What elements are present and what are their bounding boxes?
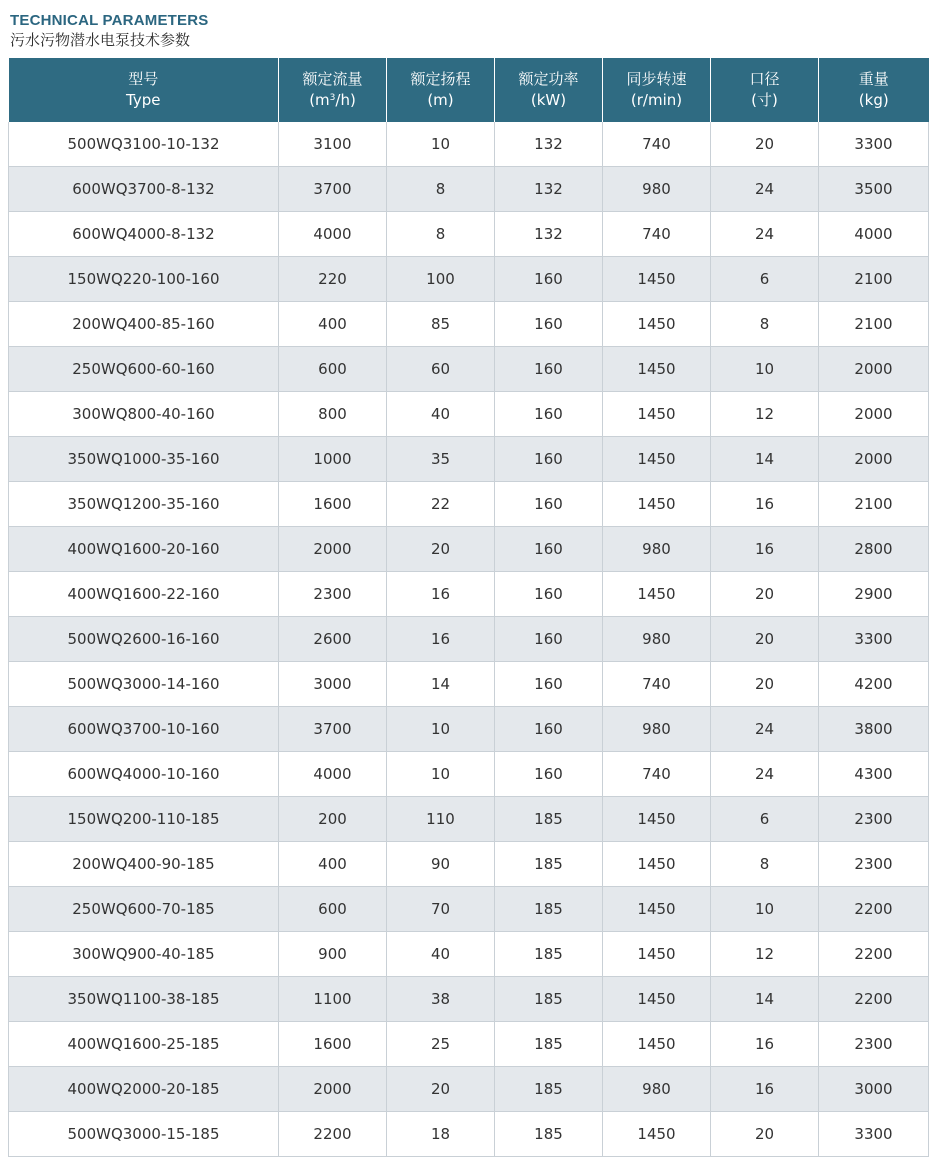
table-row	[9, 887, 929, 932]
table-row	[9, 572, 929, 617]
cell-caliber: 24	[711, 212, 819, 257]
cell-power: 160	[495, 482, 603, 527]
table-row	[9, 527, 929, 572]
header-flow-unit-post: /h)	[335, 91, 356, 109]
cell-head: 90	[387, 842, 495, 887]
cell-speed: 1450	[603, 1022, 711, 1067]
cell-power: 185	[495, 842, 603, 887]
table-row	[9, 347, 929, 392]
cell-head: 40	[387, 392, 495, 437]
cell-weight: 2800	[819, 527, 929, 572]
cell-power: 160	[495, 617, 603, 662]
cell-caliber: 10	[711, 347, 819, 392]
cell-weight: 2100	[819, 302, 929, 347]
cell-weight: 3300	[819, 1112, 929, 1157]
table-row	[9, 302, 929, 347]
cell-speed: 1450	[603, 482, 711, 527]
header-flow-unit-pre: (m	[309, 91, 330, 109]
header-head	[387, 58, 495, 122]
cell-weight: 3500	[819, 167, 929, 212]
table-body	[9, 122, 929, 1157]
cell-flow: 220	[279, 257, 387, 302]
cell-head: 14	[387, 662, 495, 707]
table-row	[9, 392, 929, 437]
cell-speed: 980	[603, 167, 711, 212]
cell-weight: 2900	[819, 572, 929, 617]
cell-model: 300WQ800-40-160	[9, 392, 279, 437]
cell-model: 500WQ3100-10-132	[9, 122, 279, 167]
table-row	[9, 1112, 929, 1157]
cell-model: 600WQ4000-10-160	[9, 752, 279, 797]
cell-model: 200WQ400-90-185	[9, 842, 279, 887]
cell-power: 160	[495, 257, 603, 302]
cell-weight: 2000	[819, 347, 929, 392]
table-row	[9, 617, 929, 662]
cell-model: 400WQ1600-20-160	[9, 527, 279, 572]
cell-model: 400WQ2000-20-185	[9, 1067, 279, 1112]
cell-caliber: 20	[711, 1112, 819, 1157]
cell-weight: 3300	[819, 617, 929, 662]
cell-flow: 400	[279, 302, 387, 347]
cell-speed: 740	[603, 752, 711, 797]
cell-model: 350WQ1200-35-160	[9, 482, 279, 527]
cell-model: 600WQ4000-8-132	[9, 212, 279, 257]
cell-flow: 1600	[279, 1022, 387, 1067]
cell-model: 250WQ600-70-185	[9, 887, 279, 932]
cell-flow: 2000	[279, 527, 387, 572]
cell-speed: 1450	[603, 977, 711, 1022]
header-flow	[279, 58, 387, 122]
page-heading	[10, 12, 208, 50]
cell-caliber: 20	[711, 122, 819, 167]
table-row	[9, 797, 929, 842]
cell-head: 20	[387, 527, 495, 572]
header-speed	[603, 58, 711, 122]
cell-caliber: 24	[711, 167, 819, 212]
table-row	[9, 257, 929, 302]
cell-head: 10	[387, 707, 495, 752]
cell-power: 185	[495, 977, 603, 1022]
cell-speed: 980	[603, 707, 711, 752]
cell-speed: 1450	[603, 347, 711, 392]
table-row	[9, 122, 929, 167]
cell-caliber: 6	[711, 797, 819, 842]
cell-weight: 2100	[819, 482, 929, 527]
cell-caliber: 16	[711, 1067, 819, 1112]
cell-flow: 3100	[279, 122, 387, 167]
cell-model: 600WQ3700-8-132	[9, 167, 279, 212]
cell-power: 185	[495, 1022, 603, 1067]
cell-speed: 1450	[603, 572, 711, 617]
header-head-cn: 额定扬程	[410, 70, 471, 88]
cell-speed: 1450	[603, 887, 711, 932]
cell-flow: 2600	[279, 617, 387, 662]
cell-flow: 2000	[279, 1067, 387, 1112]
cell-weight: 4000	[819, 212, 929, 257]
cell-weight: 2200	[819, 977, 929, 1022]
cell-head: 8	[387, 212, 495, 257]
header-power	[495, 58, 603, 122]
cell-flow: 3700	[279, 707, 387, 752]
cell-speed: 980	[603, 617, 711, 662]
cell-head: 8	[387, 167, 495, 212]
cell-caliber: 10	[711, 887, 819, 932]
cell-power: 132	[495, 122, 603, 167]
cell-caliber: 20	[711, 617, 819, 662]
cell-model: 350WQ1000-35-160	[9, 437, 279, 482]
header-power-cn: 额定功率	[518, 70, 579, 88]
cell-caliber: 14	[711, 437, 819, 482]
cell-head: 22	[387, 482, 495, 527]
cell-weight: 4200	[819, 662, 929, 707]
cell-weight: 2200	[819, 887, 929, 932]
header-model-cn: 型号	[128, 70, 159, 88]
cell-power: 185	[495, 1067, 603, 1112]
cell-speed: 1450	[603, 302, 711, 347]
table-row	[9, 437, 929, 482]
cell-speed: 1450	[603, 257, 711, 302]
cell-model: 150WQ200-110-185	[9, 797, 279, 842]
header-caliber	[711, 58, 819, 122]
cell-weight: 2300	[819, 797, 929, 842]
cell-power: 160	[495, 572, 603, 617]
cell-speed: 1450	[603, 797, 711, 842]
cell-head: 35	[387, 437, 495, 482]
cell-head: 10	[387, 122, 495, 167]
table-row	[9, 1022, 929, 1067]
cell-flow: 1000	[279, 437, 387, 482]
cell-caliber: 24	[711, 752, 819, 797]
cell-speed: 1450	[603, 437, 711, 482]
cell-flow: 1600	[279, 482, 387, 527]
cell-power: 160	[495, 392, 603, 437]
cell-weight: 3000	[819, 1067, 929, 1112]
cell-weight: 2300	[819, 842, 929, 887]
header-speed-unit: (r/min)	[630, 91, 683, 109]
cell-model: 300WQ900-40-185	[9, 932, 279, 977]
cell-caliber: 20	[711, 662, 819, 707]
cell-head: 16	[387, 572, 495, 617]
cell-power: 160	[495, 437, 603, 482]
cell-weight: 2000	[819, 392, 929, 437]
table-row	[9, 662, 929, 707]
cell-power: 185	[495, 887, 603, 932]
cell-speed: 1450	[603, 392, 711, 437]
cell-power: 132	[495, 212, 603, 257]
cell-flow: 400	[279, 842, 387, 887]
cell-weight: 3300	[819, 122, 929, 167]
cell-speed: 1450	[603, 1112, 711, 1157]
cell-flow: 1100	[279, 977, 387, 1022]
cell-caliber: 24	[711, 707, 819, 752]
cell-head: 18	[387, 1112, 495, 1157]
cell-head: 10	[387, 752, 495, 797]
header-row	[9, 58, 929, 122]
cell-caliber: 12	[711, 932, 819, 977]
header-caliber-unit: (寸)	[751, 91, 778, 109]
cell-flow: 800	[279, 392, 387, 437]
cell-weight: 2300	[819, 1022, 929, 1067]
header-power-unit: (kW)	[530, 91, 567, 109]
cell-speed: 980	[603, 1067, 711, 1112]
cell-head: 100	[387, 257, 495, 302]
cell-head: 110	[387, 797, 495, 842]
cell-flow: 600	[279, 887, 387, 932]
cell-model: 400WQ1600-25-185	[9, 1022, 279, 1067]
table-row	[9, 482, 929, 527]
cell-speed: 740	[603, 212, 711, 257]
cell-flow: 3000	[279, 662, 387, 707]
header-model	[9, 58, 279, 122]
cell-head: 38	[387, 977, 495, 1022]
table-row	[9, 1067, 929, 1112]
cell-weight: 3800	[819, 707, 929, 752]
cell-flow: 200	[279, 797, 387, 842]
cell-flow: 600	[279, 347, 387, 392]
heading-title-en: TECHNICAL PARAMETERS	[10, 12, 209, 29]
cell-weight: 2200	[819, 932, 929, 977]
cell-head: 40	[387, 932, 495, 977]
cell-head: 16	[387, 617, 495, 662]
cell-power: 160	[495, 302, 603, 347]
cell-model: 250WQ600-60-160	[9, 347, 279, 392]
cell-flow: 4000	[279, 752, 387, 797]
cell-caliber: 20	[711, 572, 819, 617]
cell-power: 160	[495, 347, 603, 392]
cell-speed: 740	[603, 662, 711, 707]
cell-model: 500WQ2600-16-160	[9, 617, 279, 662]
header-model-en: Type	[126, 91, 161, 109]
table-header	[9, 58, 929, 122]
cell-speed: 740	[603, 122, 711, 167]
cell-head: 85	[387, 302, 495, 347]
table-row	[9, 212, 929, 257]
cell-power: 185	[495, 932, 603, 977]
table-row	[9, 977, 929, 1022]
cell-flow: 4000	[279, 212, 387, 257]
cell-model: 600WQ3700-10-160	[9, 707, 279, 752]
cell-power: 160	[495, 707, 603, 752]
cell-weight: 2100	[819, 257, 929, 302]
cell-caliber: 8	[711, 302, 819, 347]
cell-speed: 980	[603, 527, 711, 572]
cell-weight: 2000	[819, 437, 929, 482]
cell-caliber: 14	[711, 977, 819, 1022]
header-weight-cn: 重量	[858, 70, 889, 88]
cell-head: 25	[387, 1022, 495, 1067]
technical-parameters-table	[8, 58, 929, 1157]
cell-weight: 4300	[819, 752, 929, 797]
header-weight	[819, 58, 929, 122]
cell-speed: 1450	[603, 842, 711, 887]
cell-model: 350WQ1100-38-185	[9, 977, 279, 1022]
cell-flow: 3700	[279, 167, 387, 212]
cell-model: 150WQ220-100-160	[9, 257, 279, 302]
header-flow-cn: 额定流量	[302, 70, 363, 88]
cell-model: 500WQ3000-14-160	[9, 662, 279, 707]
cell-flow: 2300	[279, 572, 387, 617]
cell-power: 160	[495, 752, 603, 797]
cell-power: 132	[495, 167, 603, 212]
cell-caliber: 16	[711, 482, 819, 527]
cell-power: 160	[495, 662, 603, 707]
cell-flow: 900	[279, 932, 387, 977]
table-row	[9, 752, 929, 797]
header-caliber-cn: 口径	[749, 70, 780, 88]
cell-model: 200WQ400-85-160	[9, 302, 279, 347]
cell-head: 60	[387, 347, 495, 392]
cell-flow: 2200	[279, 1112, 387, 1157]
heading-title-cn: 污水污物潜水电泵技术参数	[10, 31, 191, 49]
cell-caliber: 16	[711, 527, 819, 572]
cell-head: 20	[387, 1067, 495, 1112]
cell-model: 500WQ3000-15-185	[9, 1112, 279, 1157]
cell-power: 160	[495, 527, 603, 572]
cell-caliber: 8	[711, 842, 819, 887]
header-weight-unit: (kg)	[858, 91, 889, 109]
header-flow-unit	[279, 90, 386, 111]
cell-caliber: 12	[711, 392, 819, 437]
cell-caliber: 16	[711, 1022, 819, 1067]
table-row	[9, 842, 929, 887]
table-row	[9, 167, 929, 212]
cell-model: 400WQ1600-22-160	[9, 572, 279, 617]
table-row	[9, 932, 929, 977]
header-head-unit: (m)	[427, 91, 454, 109]
cell-power: 185	[495, 1112, 603, 1157]
table-row	[9, 707, 929, 752]
cell-head: 70	[387, 887, 495, 932]
header-speed-cn: 同步转速	[626, 70, 687, 88]
cell-speed: 1450	[603, 932, 711, 977]
cell-caliber: 6	[711, 257, 819, 302]
header-flow-unit-sup: 3	[329, 93, 336, 103]
cell-power: 185	[495, 797, 603, 842]
